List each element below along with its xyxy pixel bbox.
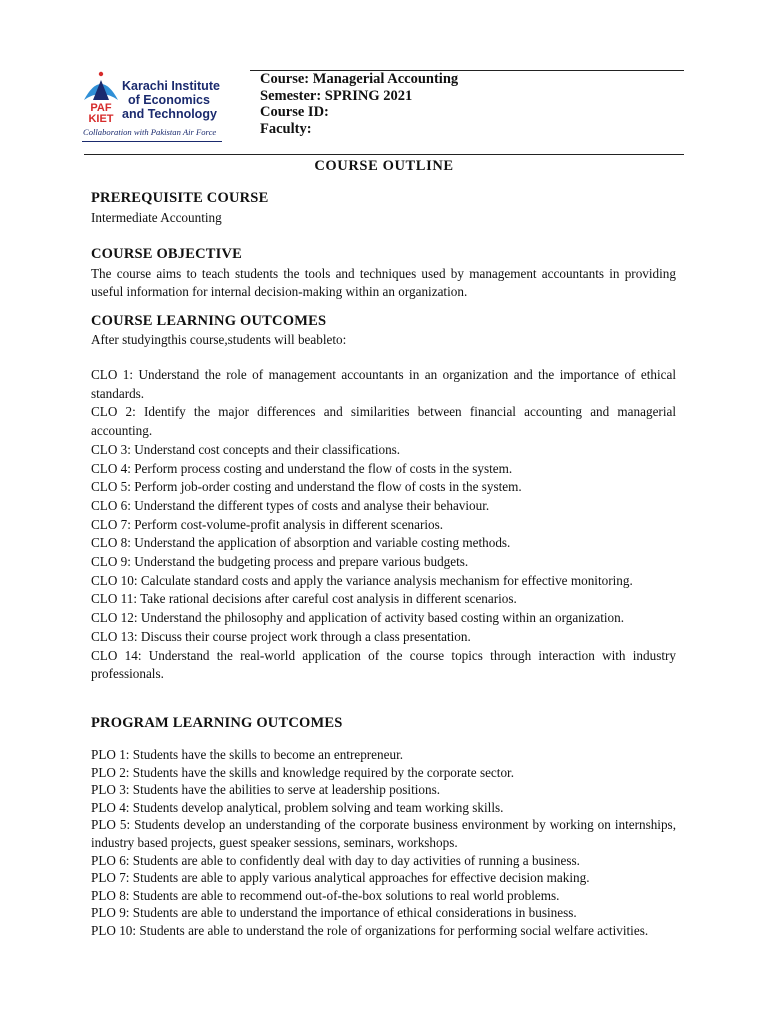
logo-badge-kiet: KIET xyxy=(88,113,114,125)
course-header xyxy=(260,71,458,137)
semester: Semester: SPRING 2021 xyxy=(260,87,413,104)
header-bottom-rule xyxy=(84,154,684,155)
prerequisite-heading: PREREQUISITE COURSE xyxy=(91,190,269,206)
list-item: CLO 13: Discuss their course project work through a class presentation. xyxy=(91,628,471,644)
list-item: PLO 5: Students develop an understanding of the corporate business environment by working on internships, industry based projects, guest speaker sessions, seminars, workshops. xyxy=(91,817,676,850)
list-item: PLO 1: Students have the skills to become an entrepreneur. xyxy=(91,747,404,762)
list-item: PLO 10: Students are able to understand the role of organizations for performing social welfare activities. xyxy=(91,922,649,938)
clo-list xyxy=(91,366,676,684)
clo-heading: COURSE LEARNING OUTCOMES xyxy=(91,313,327,329)
list-item: PLO 4: Students develop analytical, problem solving and team working skills. xyxy=(91,799,504,815)
objective-heading: COURSE OBJECTIVE xyxy=(91,246,243,262)
list-item: PLO 8: Students are able to recommend out-of-the-box solutions to real world problems. xyxy=(91,887,560,903)
logo-badge-paf: PAF xyxy=(90,102,112,114)
plo-list xyxy=(91,746,676,940)
prerequisite-text: Intermediate Accounting xyxy=(91,210,222,225)
list-item: CLO 4: Perform process costing and understand the flow of costs in the system. xyxy=(91,460,513,476)
list-item: CLO 12: Understand the philosophy and application of activity based costing within an organization. xyxy=(91,610,625,626)
course-name: Course: Managerial Accounting xyxy=(260,71,459,87)
list-item: CLO 6: Understand the different types of costs and analyse their behaviour. xyxy=(91,497,490,513)
objective-text: The course aims to teach students the tools and techniques used by management accountants in providing useful information for internal decision-making within an organization. xyxy=(91,266,676,300)
list-item: CLO 2: Identify the major differences and similarities between financial accounting and managerial accounting. xyxy=(91,404,676,439)
list-item: PLO 6: Students are able to confidently deal with day to day activities of running a business. xyxy=(91,852,580,868)
list-item: CLO 14: Understand the real-world application of the course topics through interaction with industry professionals. xyxy=(91,647,676,682)
list-item: CLO 7: Perform cost-volume-profit analysis in different scenarios. xyxy=(91,516,444,532)
institute-logo xyxy=(80,70,226,144)
institute-name-line-3: and Technology xyxy=(122,107,217,121)
list-item: CLO 11: Take rational decisions after careful cost analysis in different scenarios. xyxy=(91,591,517,607)
institute-name-line-1: Karachi Institute xyxy=(122,79,220,93)
institute-name xyxy=(122,79,220,121)
paf-kiet-emblem-icon xyxy=(80,70,122,128)
course-id: Course ID: xyxy=(260,104,329,120)
plo-heading: PROGRAM LEARNING OUTCOMES xyxy=(91,715,343,731)
page-title: COURSE OUTLINE xyxy=(314,158,454,174)
institute-name-line-2: of Economics xyxy=(128,93,210,107)
list-item: CLO 5: Perform job-order costing and understand the flow of costs in the system. xyxy=(91,479,522,495)
list-item: CLO 8: Understand the application of absorption and variable costing methods. xyxy=(91,535,511,551)
list-item: CLO 1: Understand the role of management accountants in an organization and the importance of ethical standards. xyxy=(91,367,676,401)
clo-intro: After studyingthis course,students will beableto: xyxy=(91,332,347,347)
logo-underline xyxy=(82,141,222,142)
logo-tagline: Collaboration with Pakistan Air Force xyxy=(83,127,217,137)
list-item: PLO 3: Students have the abilities to serve at leadership positions. xyxy=(91,782,441,798)
list-item: PLO 2: Students have the skills and knowledge required by the corporate sector. xyxy=(91,764,514,780)
list-item: CLO 10: Calculate standard costs and apply the variance analysis mechanism for effective monitoring. xyxy=(91,572,633,588)
list-item: PLO 7: Students are able to apply various analytical approaches for effective decision making. xyxy=(91,870,590,886)
faculty: Faculty: xyxy=(260,120,312,137)
list-item: PLO 9: Students are able to understand the importance of ethical considerations in business. xyxy=(91,905,577,921)
list-item: CLO 3: Understand cost concepts and their classifications. xyxy=(91,441,401,457)
list-item: CLO 9: Understand the budgeting process and prepare various budgets. xyxy=(91,554,469,570)
